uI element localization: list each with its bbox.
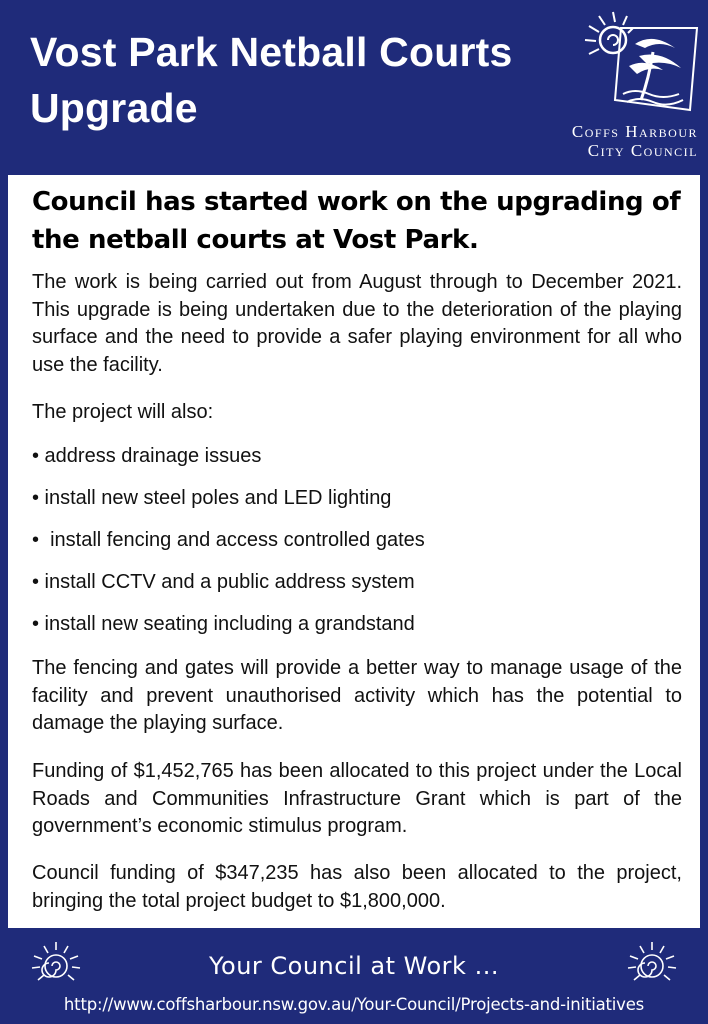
list-item: • install fencing and access controlled gates bbox=[32, 529, 425, 551]
list-intro: The project will also: bbox=[32, 401, 214, 423]
content-panel bbox=[8, 175, 700, 928]
footer-url-link[interactable]: http://www.coffsharbour.nsw.gov.au/Your-Council/Projects-and-initiatives bbox=[63, 995, 645, 1014]
list-item: • address drainage issues bbox=[32, 445, 262, 467]
footer-tagline: Your Council at Work ... bbox=[209, 952, 499, 980]
list-item: • install new seating including a grandstand bbox=[32, 613, 415, 635]
fencing-paragraph: The fencing and gates will provide a better way to manage usage of the facility and prevent unauthorised activity which has the potential to damage the playing surface. bbox=[32, 657, 682, 734]
list-item: • install CCTV and a public address system bbox=[32, 571, 415, 593]
council-name-line2: City Council bbox=[587, 141, 698, 160]
funding-paragraph: Funding of $1,452,765 has been allocated to this project under the Local Roads and Communities Infrastructure Grant which is part of the government’s economic stimulus program. bbox=[32, 760, 682, 837]
list-item: • install new steel poles and LED lighting bbox=[32, 487, 392, 509]
council-funding-paragraph: Council funding of $347,235 has also been allocated to the project, bringing the total project budget to $1,800,000. bbox=[32, 862, 682, 912]
council-name bbox=[520, 122, 698, 160]
page-title: Vost Park Netball Courts Upgrade bbox=[30, 29, 513, 131]
intro-paragraph: The work is being carried out from August through to December 2021. This upgrade is being undertaken due to the deterioration of the playing surface and the need to provide a safer playing environment for all who use the facility. bbox=[32, 271, 682, 376]
council-name-line1: Coffs Harbour bbox=[571, 122, 698, 141]
headline: Council has started work on the upgrading of the netball courts at Vost Park. bbox=[32, 187, 681, 255]
